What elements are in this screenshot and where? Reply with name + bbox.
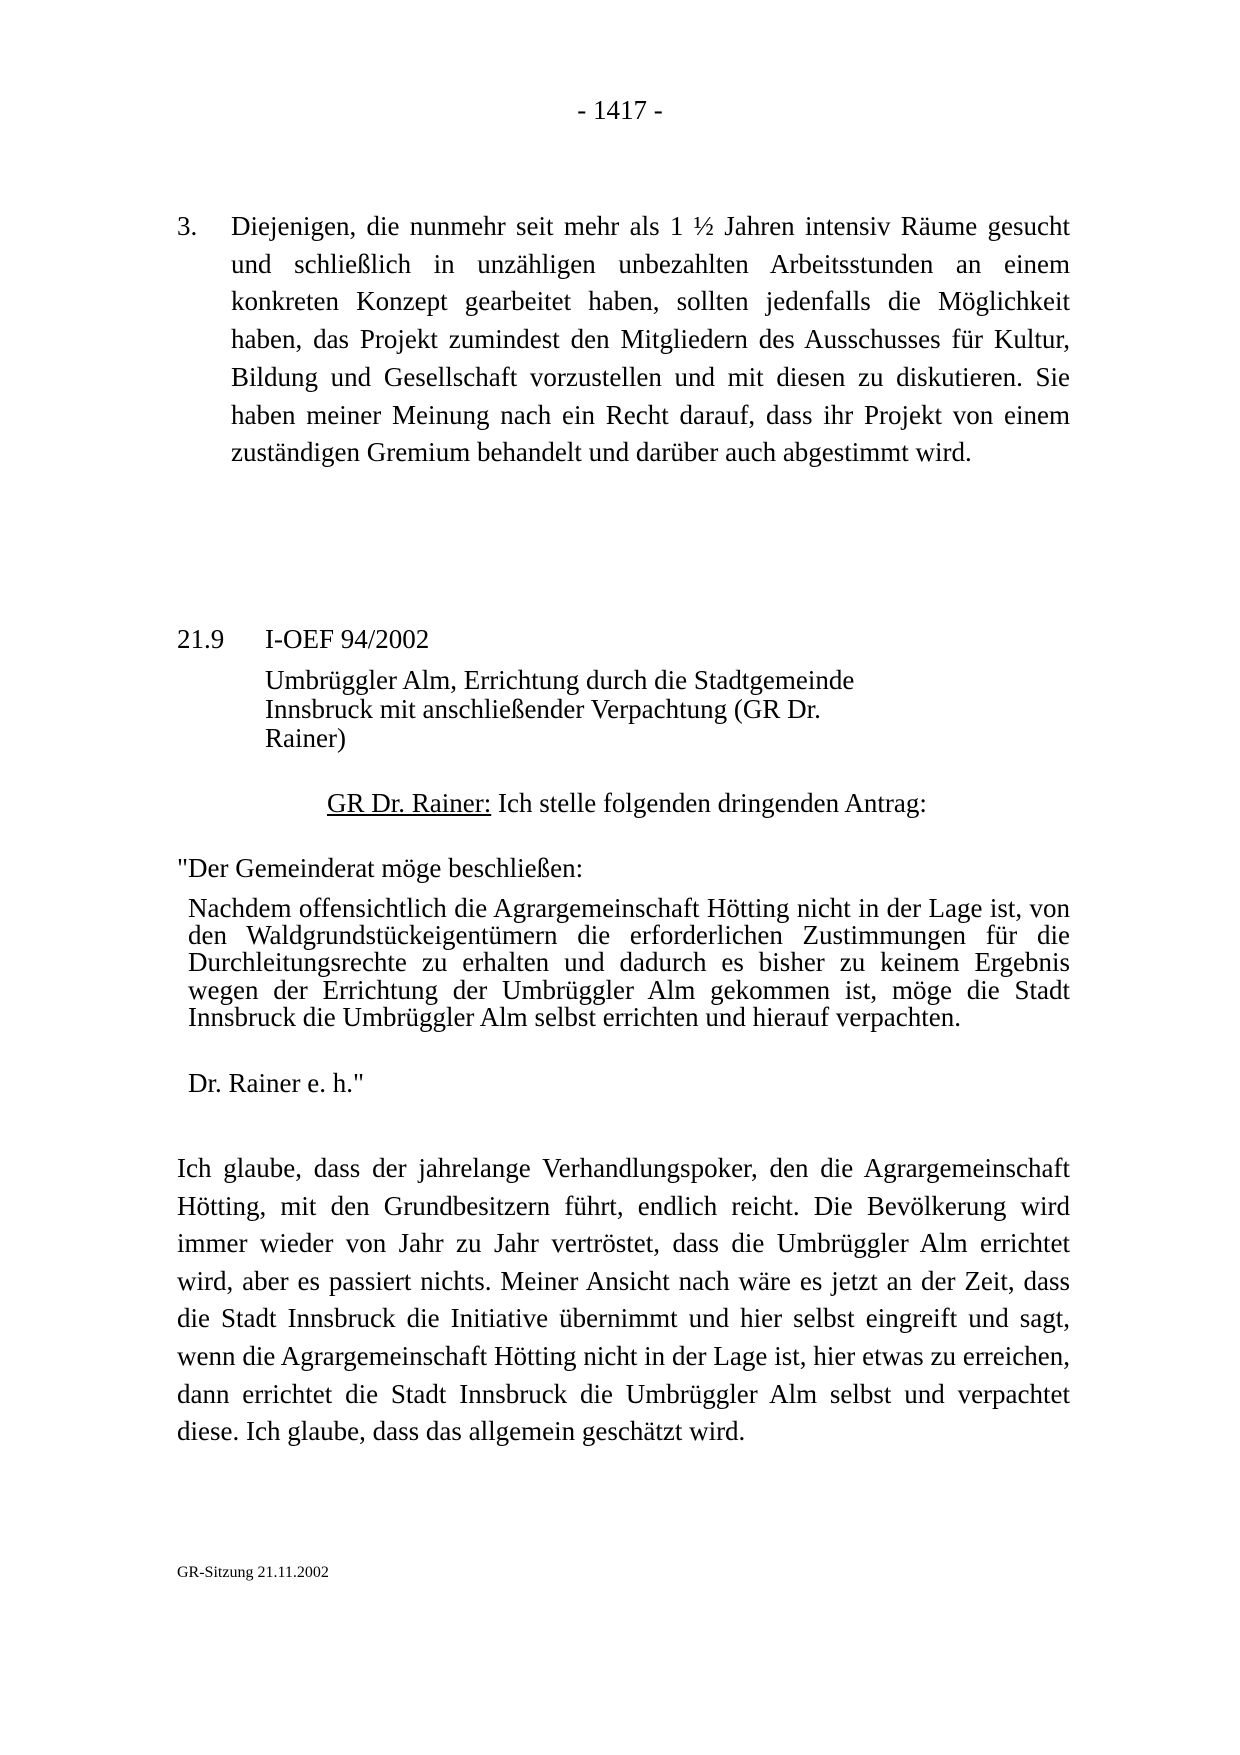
item-number: 3. <box>177 211 198 241</box>
item-text: Diejenigen, die nunmehr seit mehr als 1 ½ Jahren intensiv Räume gesucht und schließlich in unzähligen unbezahlten Arbeitsstunden an einem konkreten Konzept gearbeitet haben, sollten jedenfalls die Möglichkeit haben, das Projekt zumindest den Mitgliedern des Ausschusses für Kultur, Bildung und Gesellschaft vorzustellen und mit diesen zu diskutieren. Sie haben meiner Meinung nach ein Recht darauf, dass ihr Projekt von einem zuständigen Gremium behandelt und darüber auch abgestimmt wird. <box>231 211 1070 468</box>
agenda-item <box>177 624 1070 753</box>
motion-signature: Dr. Rainer e. h." <box>188 1068 364 1098</box>
motion-intro: "Der Gemeinderat möge beschließen: <box>177 853 584 883</box>
agenda-reference: I-OEF 94/2002 <box>265 624 430 654</box>
speech-paragraph: Ich glaube, dass der jahrelange Verhandlungspoker, den die Agrargemeinschaft Hötting, mit den Grundbesitzern führt, endlich reicht. Die Bevölkerung wird immer wieder von Jahr zu Jahr vertröstet, dass die Umbrüggler Alm errichtet wird, aber es passiert nichts. Meiner Ansicht nach wäre es jetzt an der Zeit, dass die Stadt Innsbruck die Initiative übernimmt und hier selbst eingreift und sagt, wenn die Agrargemeinschaft Hötting nicht in der Lage ist, hier etwas zu erreichen, dann errichtet die Stadt Innsbruck die Umbrüggler Alm selbst und verpachtet diese. Ich glaube, dass das allgemein geschätzt wird. <box>177 1153 1070 1447</box>
page-number: - 1417 - <box>577 95 663 125</box>
numbered-item-3 <box>177 208 1070 472</box>
footer: GR-Sitzung 21.11.2002 <box>177 1564 329 1581</box>
speaker-statement: Ich stelle folgenden dringenden Antrag: <box>491 788 927 818</box>
agenda-title: Umbrüggler Alm, Errichtung durch die Stadtgemeinde Innsbruck mit anschließender Verpachtung (GR Dr. Rainer) <box>265 665 855 753</box>
speaker-line <box>327 786 927 820</box>
motion-body: Nachdem offensichtlich die Agrargemeinschaft Hötting nicht in der Lage ist, von den Waldgrundstückeigentümern die erforderlichen Zustimmungen für die Durchleitungsrechte zu erhalten und dadurch es bisher zu keinem Ergebnis wegen der Errichtung der Umbrüggler Alm gekommen ist, möge die Stadt Innsbruck die Umbrüggler Alm selbst errichten und hierauf verpachten. <box>188 893 1070 1032</box>
agenda-number: 21.9 <box>177 624 225 654</box>
speaker-name: GR Dr. Rainer: <box>327 788 492 818</box>
